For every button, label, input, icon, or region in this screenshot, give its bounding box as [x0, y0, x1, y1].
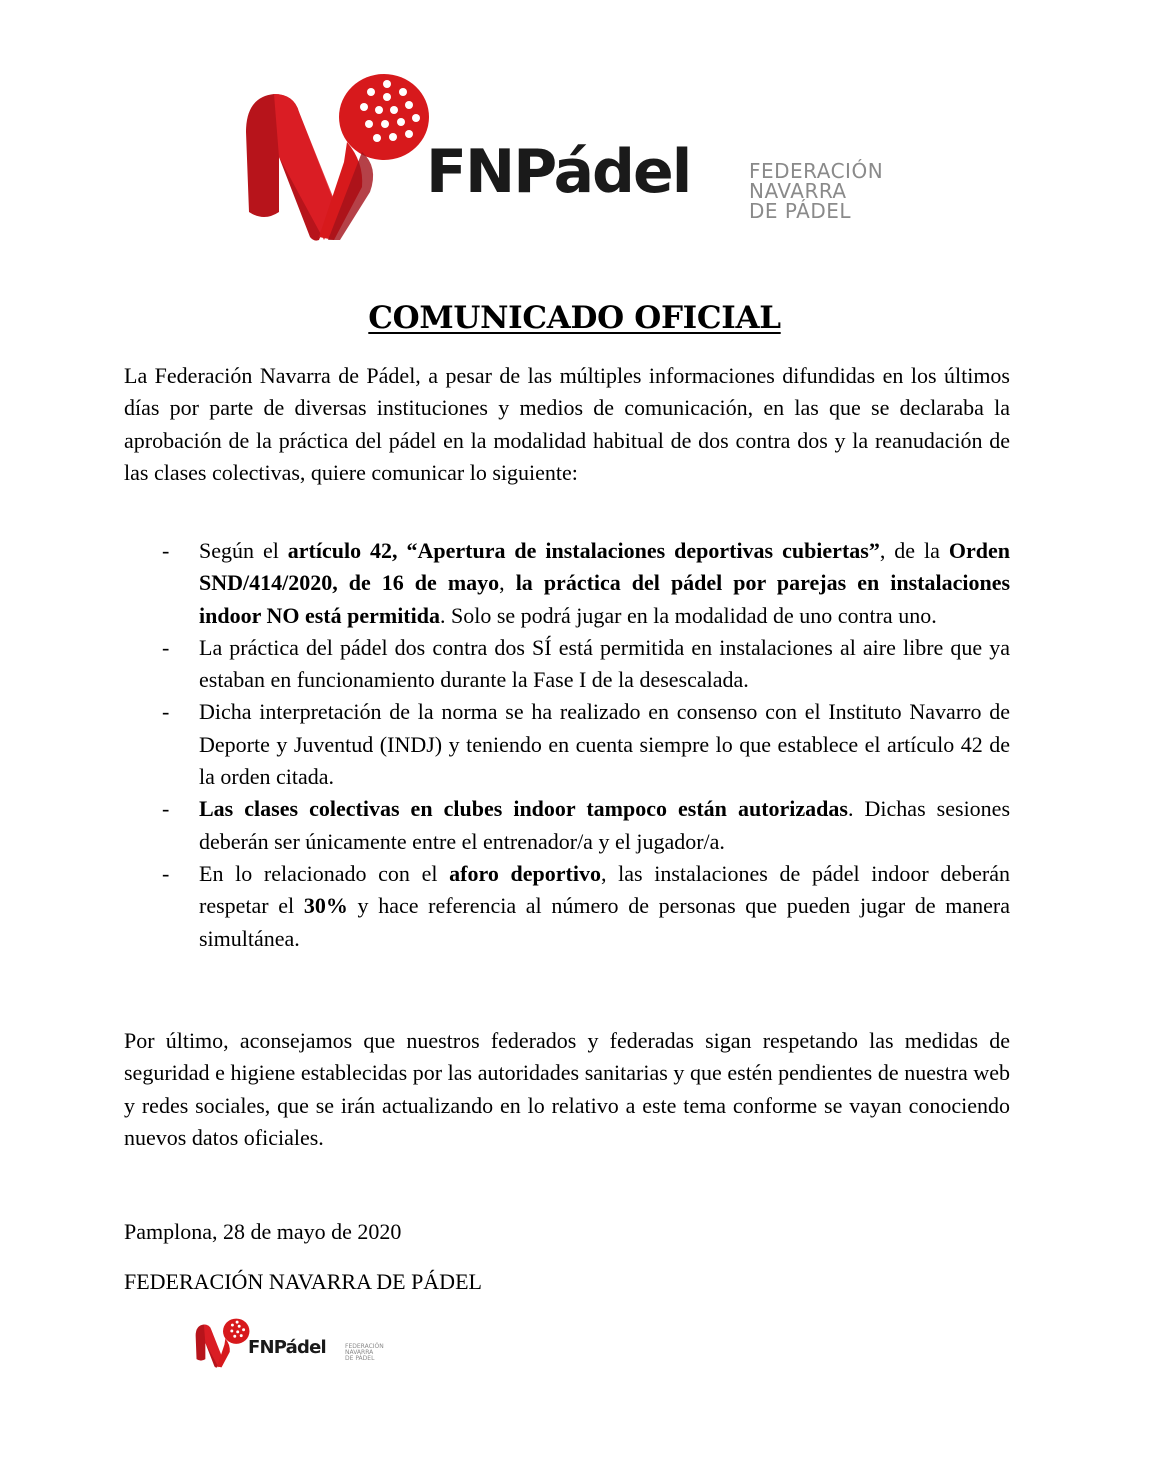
text-run-bold: Orden SND/414/2020, de 16 de mayo: [199, 538, 1010, 596]
bullet-text: [199, 538, 1010, 628]
bullet-text: La práctica del pádel dos contra dos SÍ está permitida en instalaciones al aire libre que ya estaban en funcionamiento durante la Fase I de la desescalada.: [199, 634, 1010, 693]
bullet-dash: -: [162, 860, 170, 886]
brand-name: FNPádel: [426, 137, 691, 207]
bullet-text: Dicha interpretación de la norma se ha realizado en consenso con el Instituto Navarro de Deporte y Juventud (INDJ) y teniendo en cuenta siempre lo que establece el artículo 42 de la orden citada.: [199, 699, 1010, 790]
text-run: Según el: [199, 538, 288, 563]
brand-subtitle-line: FEDERACIÓN: [345, 1343, 384, 1350]
text-run-bold: aforo deportivo: [449, 860, 601, 886]
brand-subtitle-line: NAVARRA: [749, 179, 847, 203]
text-run: ,: [499, 570, 516, 596]
footer-logo: [195, 1318, 395, 1368]
padel-racket-n-logo-icon: [195, 1318, 251, 1368]
text-run: y hace referencia al número de personas que pueden jugar de manera simultánea.: [199, 893, 1011, 951]
text-run: , las instalaciones de pádel indoor deberán respetar el: [199, 860, 1010, 919]
signature-organization: FEDERACIÓN NAVARRA DE PÁDEL: [124, 1269, 482, 1294]
bullet-dash: -: [162, 634, 170, 660]
brand-name: FNPádel: [248, 1337, 326, 1358]
list-item: [124, 696, 1010, 793]
list-item: [124, 632, 1010, 697]
brand-subtitle-line: FEDERACIÓN: [749, 159, 884, 183]
brand-subtitle-line: NAVARRA: [345, 1349, 374, 1356]
list-item: [124, 535, 1010, 632]
place-date: Pamplona, 28 de mayo de 2020: [124, 1219, 402, 1244]
bullet-dash: -: [162, 796, 170, 822]
bullet-text: [199, 796, 1010, 853]
document-title: COMUNICADO OFICIAL: [368, 300, 781, 336]
text-run: En lo relacionado con el: [199, 860, 450, 886]
bullet-dash: -: [162, 538, 170, 563]
list-item: [124, 793, 1010, 858]
text-run: . Solo se podrá jugar en la modalidad de uno contra uno.: [439, 602, 937, 628]
text-run-bold: 30%: [303, 893, 348, 919]
intro-paragraph: La Federación Navarra de Pádel, a pesar de las múltiples informaciones difundidas en los últimos días por parte de diversas instituciones y medios de comunicación, en las que se declaraba la aprobación de la práctica del pádel en la modalidad habitual de dos contra dos y la reanudación de las clases colectivas, quiere comunicar lo siguiente:: [124, 363, 1010, 485]
text-run: . Dichas sesiones deberán ser únicamente entre el entrenador/a y el jugador/a.: [199, 796, 1011, 854]
brand-subtitle: [345, 1344, 384, 1362]
text-run-bold: artículo 42, “Apertura de instalaciones deportivas cubiertas”: [287, 538, 880, 563]
brand-subtitle: [749, 161, 883, 221]
text-run-bold: la práctica del pádel por parejas en instalaciones indoor NO está permitida: [199, 570, 1011, 628]
bullet-dash: -: [162, 699, 170, 725]
bullet-text: [199, 861, 1010, 951]
text-run-bold: Las clases colectivas en clubes indoor tampoco están autorizadas: [199, 796, 848, 822]
header-logo: [244, 72, 904, 242]
brand-subtitle-line: DE PÁDEL: [749, 199, 852, 223]
brand-subtitle-line: DE PÁDEL: [345, 1355, 375, 1362]
list-item: [124, 858, 1010, 955]
padel-racket-n-logo-icon: [244, 72, 434, 242]
bullet-list: [124, 535, 1010, 955]
text-run: , de la: [879, 538, 949, 563]
closing-paragraph: Por último, aconsejamos que nuestros federados y federadas sigan respetando las medidas de seguridad e higiene establecidas por las autoridades sanitarias y que estén pendientes de nuestra web y redes sociales, que se irán actualizando en lo relativo a este tema conforme se vayan conociendo nuevos datos oficiales.: [124, 1028, 1010, 1150]
